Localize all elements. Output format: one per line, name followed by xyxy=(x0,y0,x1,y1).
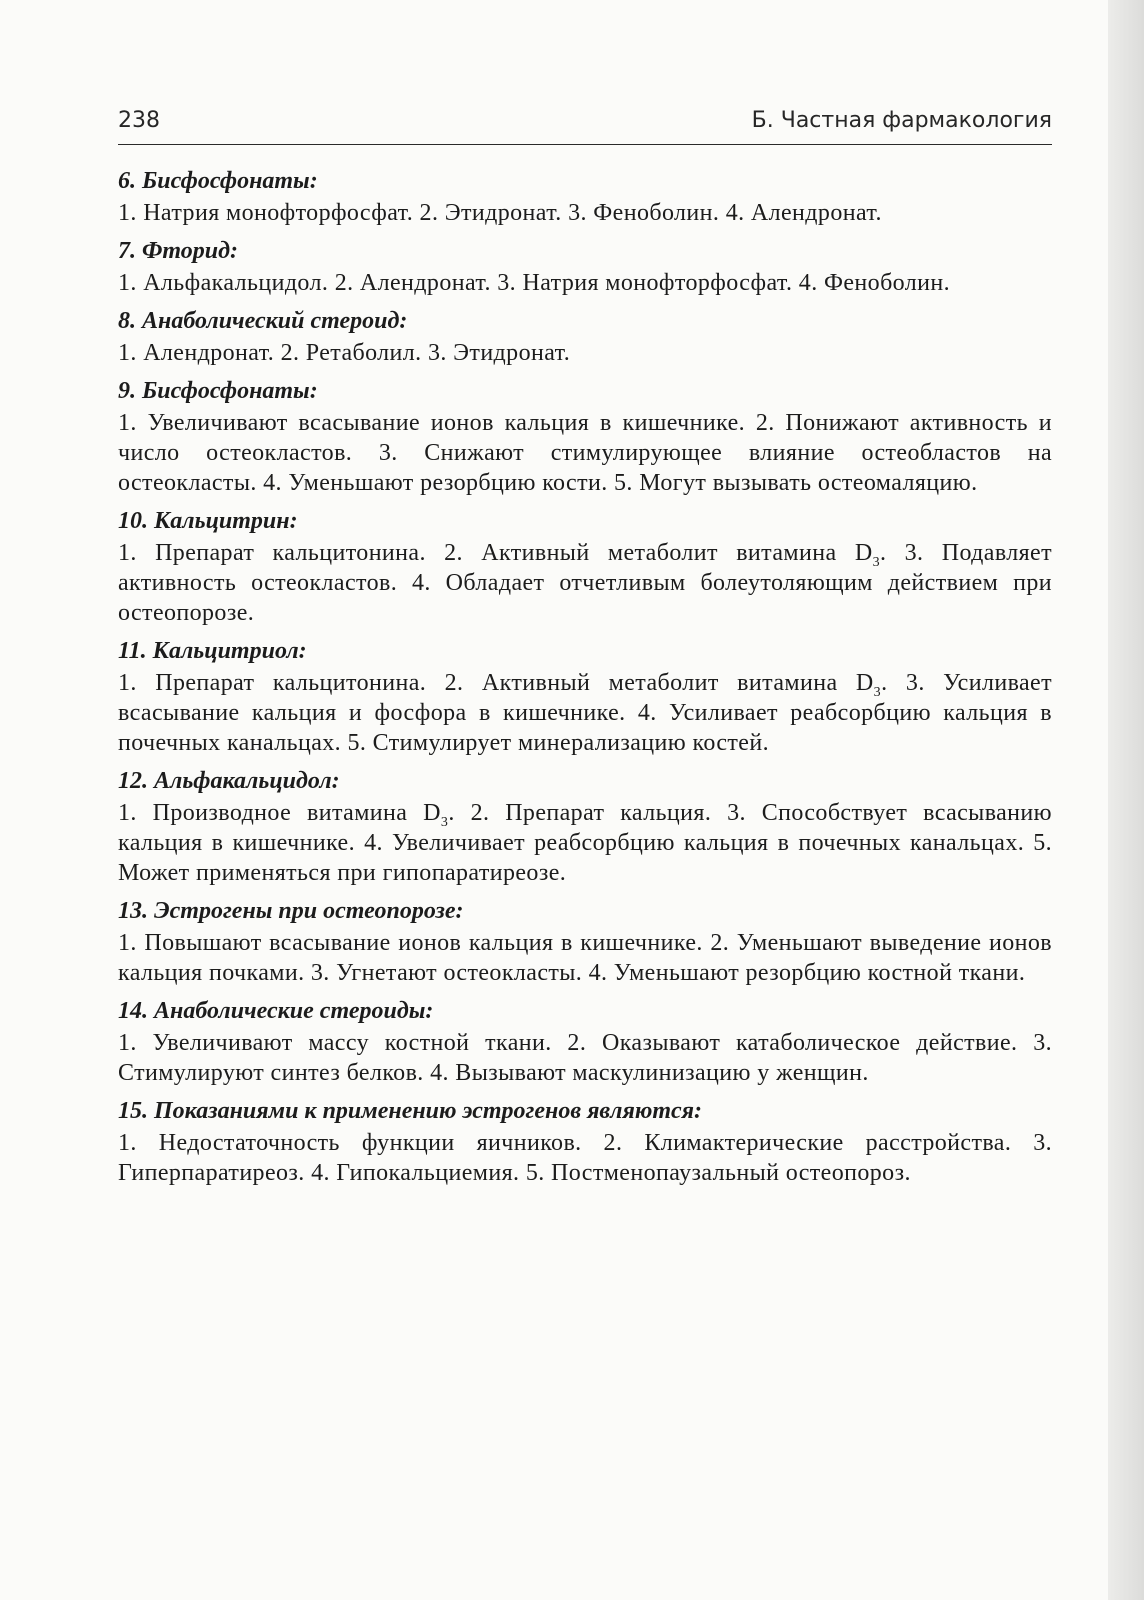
section-title: Б. Частная фармакология xyxy=(751,108,1052,133)
question-options xyxy=(118,668,1052,758)
questions-list xyxy=(118,166,1052,1196)
question-options: 1. Увеличивают массу костной ткани. 2. Оказывают катаболическое действие. 3. Стимулируют синтез белков. 4. Вызывают маскулинизацию у женщин. xyxy=(118,1030,1052,1086)
question-7 xyxy=(118,236,1052,298)
question-title: 11. Кальцитриол: xyxy=(118,638,307,664)
question-title: 13. Эстрогены при остеопорозе: xyxy=(118,898,464,924)
question-title: 6. Бисфосфонаты: xyxy=(118,168,318,194)
page-number: 238 xyxy=(118,108,160,133)
question-options: 1. Повышают всасывание ионов кальция в кишечнике. 2. Уменьшают выведение ионов кальция почками. 3. Угнетают остеокласты. 4. Уменьшают резорбцию костной ткани. xyxy=(118,930,1052,986)
question-11 xyxy=(118,636,1052,758)
question-13 xyxy=(118,896,1052,988)
question-options xyxy=(118,798,1052,888)
question-options: 1. Недостаточность функции яичников. 2. Климактерические расстройства. 3. Гиперпаратиреоз. 4. Гипокальциемия. 5. Постменопаузальный остеопороз. xyxy=(118,1130,1052,1186)
question-9 xyxy=(118,376,1052,498)
options-text-before: 1. Препарат кальцитонина. 2. Активный метаболит витамина D xyxy=(118,670,874,696)
question-15 xyxy=(118,1096,1052,1188)
question-8 xyxy=(118,306,1052,368)
options-text-after: . 3. Усиливает всасывание кальция и фосфора в кишечнике. 4. Усиливает реабсорбцию кальция в почечных канальцах. 5. Стимулирует минерализацию костей. xyxy=(118,670,1052,756)
question-title: 8. Анаболический стероид: xyxy=(118,308,408,334)
options-text-after: . 3. Подавляет активность остеокластов. 4. Обладает отчетливым болеутоляющим действием при остеопорозе. xyxy=(118,540,1052,626)
options-text-after: . 2. Препарат кальция. 3. Способствует всасыванию кальция в кишечнике. 4. Увеличивает реабсорбцию кальция в почечных канальцах. 5. Может применяться при гипопаратиреозе. xyxy=(118,800,1052,886)
question-options: 1. Увеличивают всасывание ионов кальция в кишечнике. 2. Понижают активность и число остеокластов. 3. Снижают стимулирующее влияние остеобластов на остеокласты. 4. Уменьшают резорбцию кости. 5. Могут вызывать остеомаляцию. xyxy=(118,410,1052,496)
question-options: 1. Алендронат. 2. Ретаболил. 3. Этидронат. xyxy=(118,340,571,366)
question-title: 9. Бисфосфонаты: xyxy=(118,378,318,404)
question-options: 1. Натрия монофторфосфат. 2. Этидронат. 3. Феноболин. 4. Алендронат. xyxy=(118,200,882,226)
question-options xyxy=(118,538,1052,628)
running-head xyxy=(118,106,1052,145)
question-title: 14. Анаболические стероиды: xyxy=(118,998,434,1024)
options-text-before: 1. Производное витамина D xyxy=(118,800,441,826)
question-12 xyxy=(118,766,1052,888)
question-6 xyxy=(118,166,1052,228)
question-title: 7. Фторид: xyxy=(118,238,238,264)
question-options: 1. Альфакальцидол. 2. Алендронат. 3. Натрия монофторфосфат. 4. Феноболин. xyxy=(118,270,951,296)
question-10 xyxy=(118,506,1052,628)
subscript: 3 xyxy=(440,814,449,830)
question-title: 12. Альфакальцидол: xyxy=(118,768,340,794)
page-edge-shadow xyxy=(1108,0,1144,1600)
options-text-before: 1. Препарат кальцитонина. 2. Активный метаболит витамина D xyxy=(118,540,873,566)
subscript: 3 xyxy=(872,554,880,570)
question-14 xyxy=(118,996,1052,1088)
question-title: 10. Кальцитрин: xyxy=(118,508,298,534)
subscript: 3 xyxy=(873,684,882,700)
question-title: 15. Показаниями к применению эстрогенов являются: xyxy=(118,1098,703,1124)
